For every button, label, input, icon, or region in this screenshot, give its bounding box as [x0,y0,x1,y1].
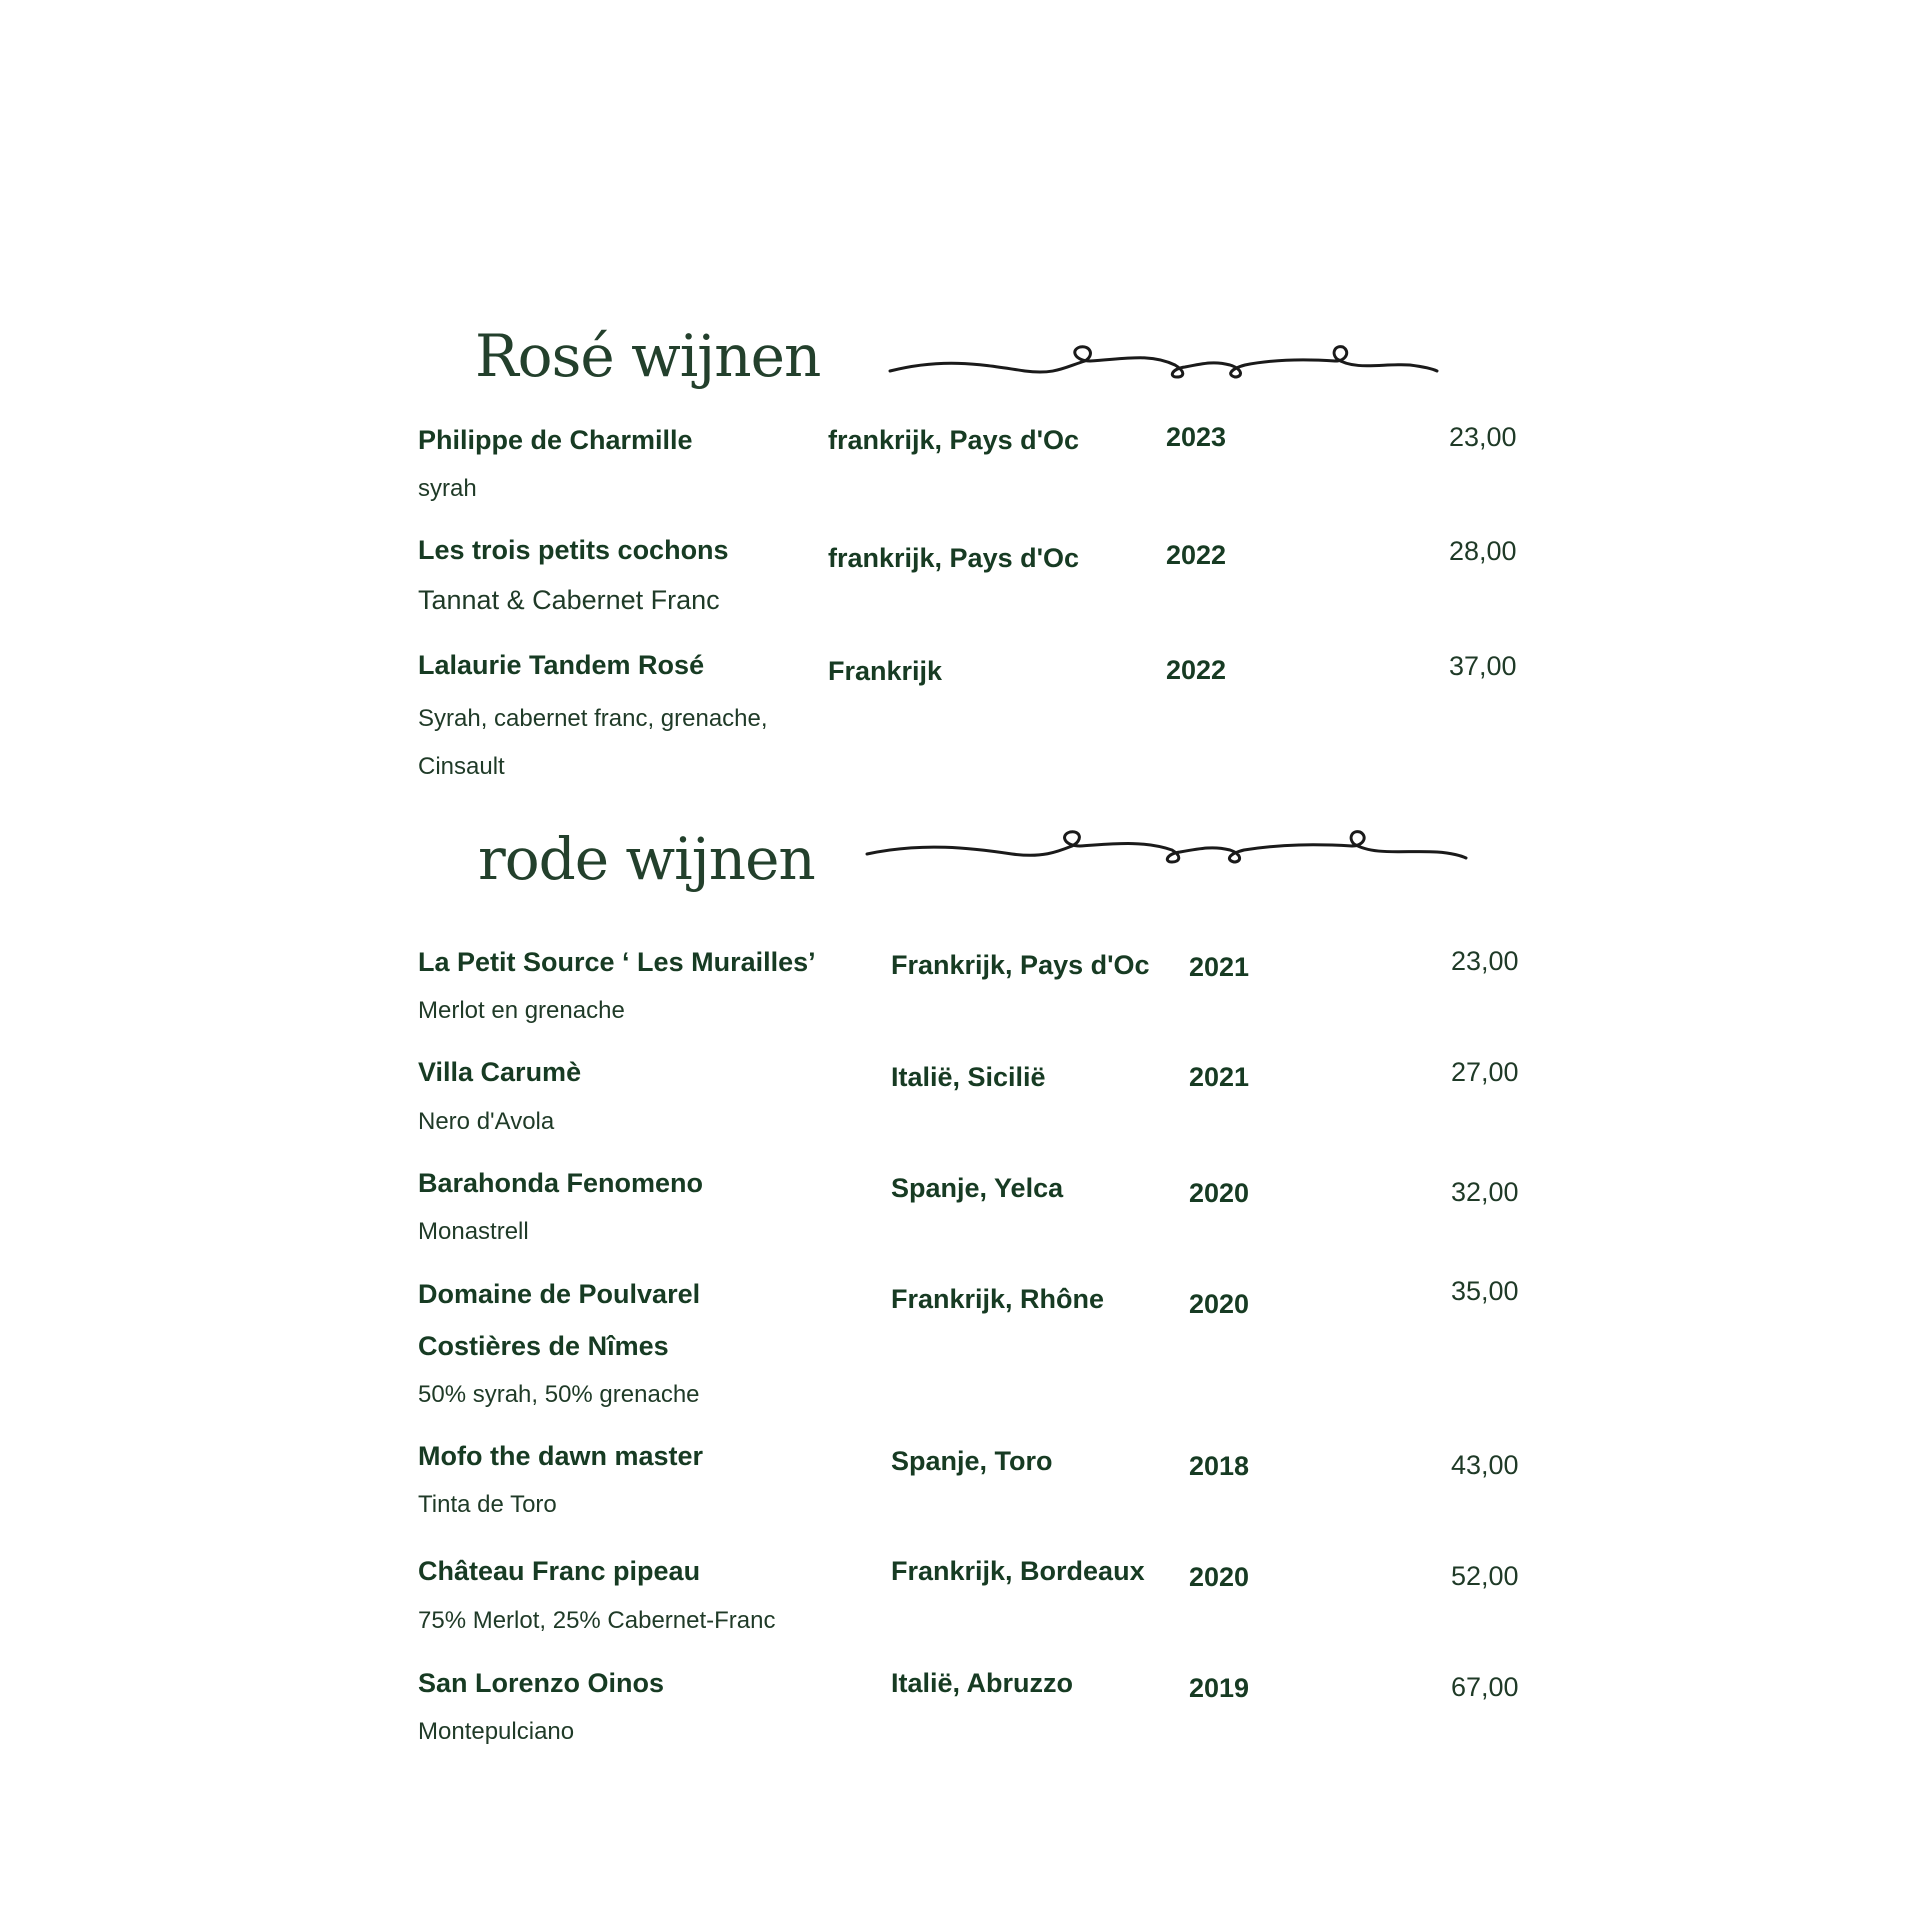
wine-price: 23,00 [1449,422,1517,452]
wine-grape: 75% Merlot, 25% Cabernet-Franc [418,1607,776,1634]
wine-price: 32,00 [1451,1177,1519,1207]
wine-grape: 50% syrah, 50% grenache [418,1381,700,1408]
wine-grape: Tinta de Toro [418,1491,557,1518]
wine-region: Spanje, Toro [891,1446,1053,1476]
wine-year: 2023 [1166,422,1227,452]
wine-name: Villa Carumè [418,1057,582,1087]
wine-grape: Syrah, cabernet franc, grenache, [418,705,768,732]
wine-grape: Tannat & Cabernet Franc [418,585,720,615]
wine-year: 2020 [1189,1289,1250,1319]
wine-grape: syrah [418,475,477,502]
wine-price: 52,00 [1451,1561,1519,1591]
wine-region: Italië, Sicilië [891,1062,1046,1092]
wine-price: 35,00 [1451,1276,1519,1306]
wine-region: Italië, Abruzzo [891,1668,1074,1698]
wine-year: 2018 [1189,1451,1250,1481]
wine-year: 2020 [1189,1562,1250,1592]
wine-region: Frankrijk, Rhône [891,1284,1105,1314]
wine-grape: Cinsault [418,753,505,780]
flourish-divider-icon [885,335,1445,385]
wine-name: Mofo the dawn master [418,1441,704,1471]
wine-year: 2021 [1189,1062,1250,1092]
wine-name: San Lorenzo Oinos [418,1668,665,1698]
wine-name: Les trois petits cochons [418,535,729,565]
wine-price: 23,00 [1451,946,1519,976]
wine-year: 2022 [1166,655,1227,685]
wine-name: Château Franc pipeau [418,1556,701,1586]
wine-grape: Montepulciano [418,1718,575,1745]
wine-name: Costières de Nîmes [418,1331,669,1361]
wine-region: frankrijk, Pays d'Oc [828,425,1080,455]
section-title-rose: Rosé wijnen [475,322,821,390]
wine-price: 43,00 [1451,1450,1519,1480]
wine-year: 2021 [1189,952,1250,982]
wine-grape: Monastrell [418,1218,529,1245]
wine-region: frankrijk, Pays d'Oc [828,543,1080,573]
wine-name: La Petit Source ‘ Les Murailles’ [418,947,816,977]
wine-grape: Merlot en grenache [418,997,625,1024]
wine-name: Barahonda Fenomeno [418,1168,704,1198]
wine-price: 67,00 [1451,1672,1519,1702]
flourish-divider-icon [862,822,1472,872]
wine-price: 28,00 [1449,536,1517,566]
wine-region: Frankrijk, Bordeaux [891,1556,1145,1586]
wine-grape: Nero d'Avola [418,1108,555,1135]
wine-name: Domaine de Poulvarel [418,1279,701,1309]
wine-region: Frankrijk [828,656,943,686]
wine-name: Lalaurie Tandem Rosé [418,650,705,680]
wine-name: Philippe de Charmille [418,425,693,455]
wine-year: 2019 [1189,1673,1250,1703]
wine-year: 2022 [1166,540,1227,570]
wine-region: Spanje, Yelca [891,1173,1064,1203]
wine-region: Frankrijk, Pays d'Oc [891,950,1150,980]
wine-price: 37,00 [1449,651,1517,681]
section-title-rood: rode wijnen [478,825,815,893]
wine-price: 27,00 [1451,1057,1519,1087]
wine-year: 2020 [1189,1178,1250,1208]
